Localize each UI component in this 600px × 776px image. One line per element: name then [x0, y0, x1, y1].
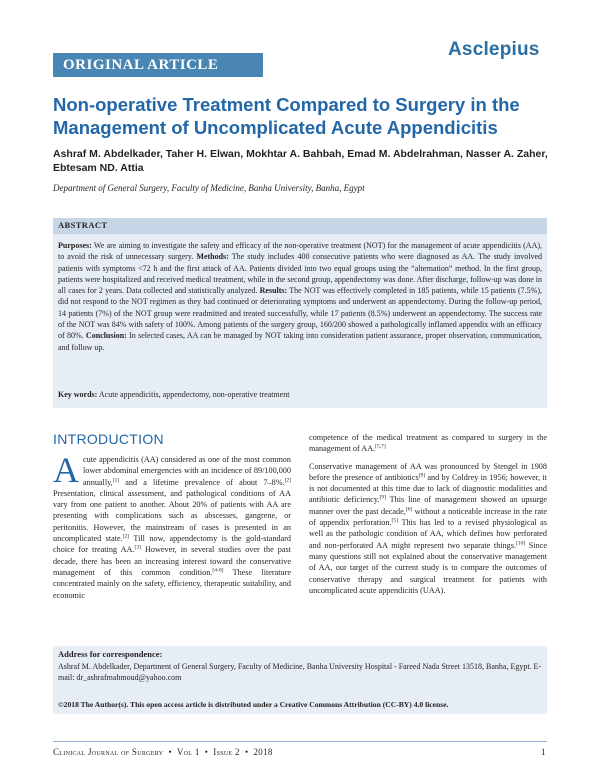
intro-text: cute appendicitis (AA) considered as one of the most common lower abdominal emergencies with an incidence of 89/100,000 annually,	[83, 455, 291, 487]
citation[interactable]: [1]	[112, 476, 120, 483]
volume: Vol 1	[176, 747, 200, 757]
intro-text: These literature concentrated mainly on the safety, efficiency, therapeutic suitability, and economic	[53, 567, 292, 600]
intro-text: Presentation, clinical assessment, and pathological conditions of AA vary from one patient to another. About 20% of patients with AA are presenting with complications such as abscesses, gangrene, or peritonitis. However, the mainstream of cases is presented in an uncomplicated state.	[53, 488, 291, 544]
intro-text: Till now, appendectomy is the gold-standard choice for treating AA.	[53, 534, 292, 555]
methods-label: Methods:	[196, 252, 229, 262]
intro-text: competence of the medical treatment as compared to surgery in the management of AA.	[309, 433, 547, 454]
citation[interactable]: [5,7]	[375, 443, 386, 450]
intro-text: and a lifetime prevalence of about 7–8%.	[119, 477, 285, 487]
intro-paragraph	[309, 432, 547, 455]
author-list: Ashraf M. Abdelkader, Taher H. Elwan, Mokhtar A. Bahbah, Emad M. Abdelrahman, Nasser A. Zaher, Ebtesam ND. Attia	[53, 148, 548, 174]
conclusion-text: In selected cases, AA can be managed by NOT taking into consideration patient assurance, proper observation, communication, and follow up.	[58, 331, 543, 352]
citation[interactable]: [2]	[122, 533, 130, 540]
abstract-body	[53, 240, 547, 353]
publisher-logo	[448, 35, 548, 65]
drop-cap: A	[53, 450, 79, 490]
results-label: Results:	[259, 286, 288, 296]
citation[interactable]: [4-6]	[212, 567, 224, 574]
article-type-banner: ORIGINAL ARTICLE	[53, 53, 263, 77]
issue: Issue 2	[213, 747, 240, 757]
methods-text: The study includes 400 consecutive patients who were diagnosed as AA. The study involved patients with symptoms <72 h and the first attack of AA. Patients divided into two equal groups using the “alternation” method. In the first group, patients were hospitalized and received medical treatment, while in the second group, appendectomy was done. After discharge, follow-up was done in all cases for 2 years. Data collected and statistically analyzed.	[58, 252, 542, 296]
separator: •	[204, 747, 209, 757]
correspondence-text: Ashraf M. Abdelkader, Department of General Surgery, Faculty of Medicine, Banha University Hospital - Fareed Nada Street 13518, Banha, Egypt. E-mail: dr_ashrafmahmoud@yahoo.com	[58, 662, 542, 683]
year: 2018	[253, 747, 273, 757]
citation[interactable]: [10]	[516, 539, 526, 546]
citation[interactable]: [9]	[379, 494, 386, 501]
intro-column-right	[309, 432, 547, 602]
keywords	[53, 389, 547, 400]
affiliation: Department of General Surgery, Faculty of Medicine, Banha University, Banha, Egypt	[53, 183, 365, 193]
separator: •	[244, 747, 249, 757]
footer-journal-info	[53, 747, 273, 757]
abstract-header	[53, 218, 547, 234]
intro-text: Conservative management of AA was pronounced by Stengel in 1908 before the presence of antibiotics	[309, 461, 547, 482]
footer-divider	[53, 741, 547, 742]
citation[interactable]: [2]	[284, 476, 291, 483]
intro-text: This has led to a revised physiological as well as the pathologic condition of AA, which defines how perforated and non-perforated AA might represent two separate things.	[309, 518, 547, 550]
intro-text: and by Coldrey in 1956; however, it is not documented at this time due to lack of diagnostic modalities and antibiotic deficiency.	[309, 472, 547, 505]
abstract-heading: ABSTRACT	[58, 220, 108, 230]
introduction-heading: INTRODUCTION	[53, 431, 164, 447]
keywords-label: Key words:	[58, 390, 98, 399]
separator: •	[168, 747, 172, 757]
results-text: The NOT was effectively completed in 185 patients, while 15 patients (7.5%), did not respond to the NOT regimen as they had continued or deteriorating symptoms and underwent an appendectomy. During the follow-up period, 14 patients (7%) of the NOT group were readmitted and treated successfully, while 17 patients (8.5%) underwent an appendectomy. The success rate of the NOT was 84% with safety of 100%. Among patients of the surgery group, 160/200 showed a pathologically inflamed appendix with an efficacy of 80%.	[58, 286, 543, 341]
intro-text: This line of management showed an upsurge manner over the past decade,	[309, 495, 547, 516]
citation[interactable]: [6]	[405, 506, 413, 513]
article-title: Non-operative Treatment Compared to Surgery in the Management of Uncomplicated Acute Appendicitis	[53, 94, 520, 138]
purposes-text: We are aiming to investigate the safety and efficacy of the non-operative treatment (NOT) for the management of acute appendicitis (AA), to avoid the risk of unnecessary surgery.	[58, 241, 543, 262]
page-number: 1	[541, 747, 546, 757]
intro-text: Since many questions still not explained about the conservative management of AA, our target of the current study is to compare the outcomes of conservative therapy and surgical treatment for patients with uncomplicated acute appendicitis (UAA).	[309, 540, 547, 595]
citation[interactable]: [8]	[418, 472, 426, 479]
conclusion-label: Conclusion:	[85, 331, 127, 341]
citation[interactable]: [3]	[134, 544, 141, 551]
correspondence-heading: Address for correspondence:	[58, 649, 163, 659]
intro-text: However, in several studies over the past decade, there has been an increasing interest toward the conservative management of this common condition.	[53, 545, 291, 577]
intro-column-left	[53, 450, 292, 601]
license-text: ©2018 The Author(s). This open access article is distributed under a Creative Commons Attribution (CC-BY) 4.0 license.	[58, 700, 449, 709]
keywords-text: Acute appendicitis, appendectomy, non-operative treatment	[98, 390, 290, 399]
intro-text: without a noticeable increase in the rate of appendix perforation.	[309, 506, 547, 528]
citation[interactable]: [5]	[391, 517, 398, 524]
journal-name: Clinical Journal of Surgery	[53, 747, 164, 757]
intro-paragraph	[309, 461, 547, 597]
purposes-label: Purposes:	[58, 241, 92, 250]
logo-text: Asclepius	[448, 39, 540, 60]
